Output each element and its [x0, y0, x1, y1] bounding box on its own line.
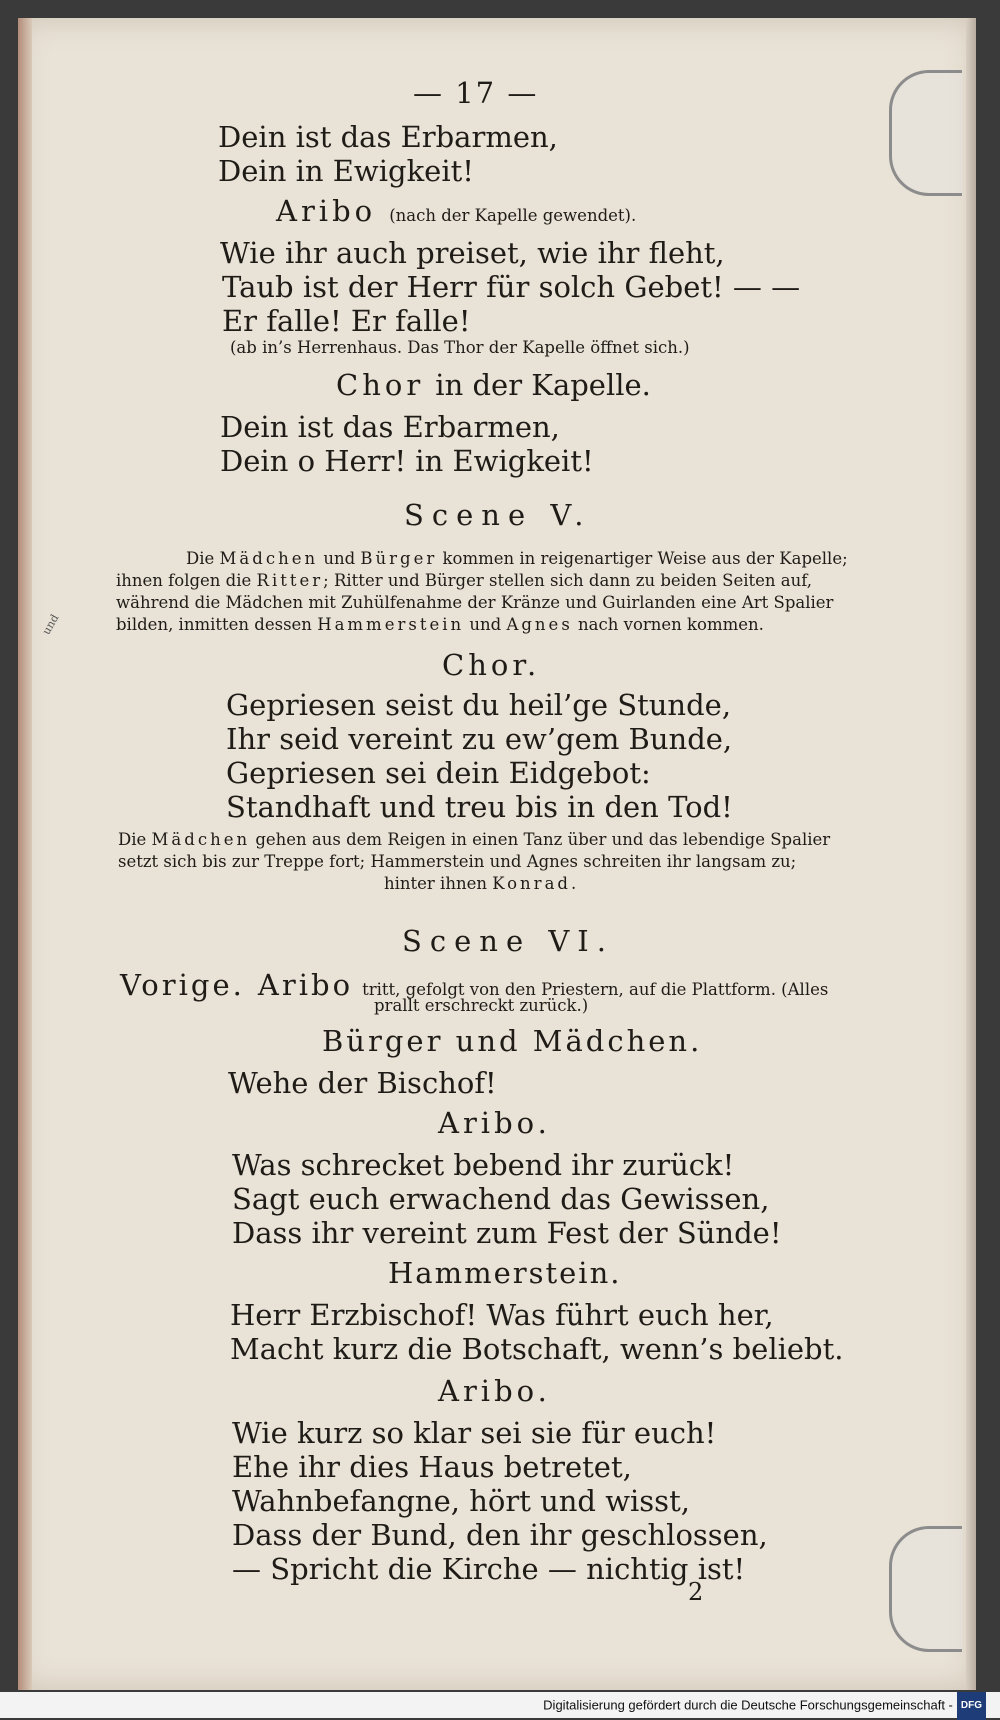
verse-line: — Spricht die Kirche — nichtig ist! — [232, 1552, 746, 1586]
speaker-name: Bürger und Mädchen. — [322, 1024, 703, 1058]
stage-direction: ihnen folgen die Ritter; Ritter und Bürger stellen sich dann zu beiden Seiten auf, — [116, 571, 813, 590]
margin-note: und — [39, 612, 62, 637]
book-page — [18, 18, 976, 1690]
verse-line: Wie kurz so klar sei sie für euch! — [232, 1416, 717, 1450]
speaker-heading — [276, 194, 636, 228]
stage-direction: Die Mädchen und Bürger kommen in reigenartiger Weise aus der Kapelle; — [186, 549, 848, 568]
verse-line: Ehe ihr dies Haus betretet, — [232, 1450, 632, 1484]
digitization-footer — [0, 1692, 1000, 1718]
scene-title: Scene V. — [404, 498, 592, 532]
verse-line: Dein ist das Erbarmen, — [220, 410, 560, 444]
verse-line: Er falle! Er falle! — [222, 304, 471, 338]
signature-mark: 2 — [688, 1578, 704, 1606]
verse-line: Dein ist das Erbarmen, — [218, 120, 558, 154]
page-number: — 17 — — [413, 76, 539, 110]
verse-line: Herr Erzbischof! Was führt euch her, — [230, 1298, 774, 1332]
verse-line: Dass ihr vereint zum Fest der Sünde! — [232, 1216, 782, 1250]
stage-direction: während die Mädchen mit Zuhülfenahme der Kränze und Guirlanden eine Art Spalier — [116, 593, 834, 612]
speaker-name: Aribo — [257, 968, 354, 1002]
verse-line: Dein o Herr! in Ewigkeit! — [220, 444, 594, 478]
verse-line: Sagt euch erwachend das Gewissen, — [232, 1182, 770, 1216]
stage-direction: bilden, inmitten dessen Hammerstein und Agnes nach vornen kommen. — [116, 615, 764, 634]
scene-title: Scene VI. — [402, 924, 614, 958]
stage-direction: prallt erschreckt zurück.) — [374, 996, 589, 1015]
stage-direction: setzt sich bis zur Treppe fort; Hammerstein und Agnes schreiten ihr langsam zu; — [118, 852, 797, 871]
dfg-logo: DFG — [957, 1692, 986, 1720]
verse-line: Gepriesen seist du heil’ge Stunde, — [226, 688, 732, 722]
verse-line: Taub ist der Herr für solch Gebet! — — — [222, 270, 801, 304]
speaker-name: Hammerstein. — [388, 1256, 622, 1290]
verse-line: Was schrecket bebend ihr zurück! — [232, 1148, 735, 1182]
speaker-name: Aribo. — [438, 1106, 551, 1140]
verse-line: Macht kurz die Botschaft, wenn’s beliebt. — [230, 1332, 844, 1366]
speaker-name: Chor — [336, 368, 425, 402]
verse-line: Dein in Ewigkeit! — [218, 154, 474, 188]
speaker-name: Chor. — [442, 648, 541, 682]
verse-line: Ihr seid vereint zu ew’gem Bunde, — [226, 722, 733, 756]
stage-direction: (ab in’s Herrenhaus. Das Thor der Kapelle öffnet sich.) — [230, 338, 690, 357]
stage-direction: tritt, gefolgt von den Priestern, auf die Plattform. (Alles — [362, 980, 829, 999]
verse-line: Standhaft und treu bis in den Tod! — [226, 790, 733, 824]
stage-direction: hinter ihnen Konrad. — [384, 874, 580, 893]
speaker-name-rest: in der Kapelle. — [435, 368, 651, 402]
speaker-heading — [336, 368, 651, 402]
verse-line: Wie ihr auch preiset, wie ihr fleht, — [220, 236, 725, 270]
stage-direction: Die Mädchen gehen aus dem Reigen in einen Tanz über und das lebendige Spalier — [118, 830, 831, 849]
verse-line: Wehe der Bischof! — [228, 1066, 497, 1100]
verse-line: Dass der Bund, den ihr geschlossen, — [232, 1518, 768, 1552]
page-text — [18, 18, 976, 1690]
footer-text: Digitalisierung gefördert durch die Deutsche Forschungsgemeinschaft - — [543, 1697, 953, 1713]
speaker-name: Aribo — [276, 194, 377, 228]
stage-direction: (nach der Kapelle gewendet). — [389, 206, 637, 225]
verse-line: Wahnbefangne, hört und wisst, — [232, 1484, 690, 1518]
speaker-name: Vorige. — [120, 968, 245, 1002]
verse-line: Gepriesen sei dein Eidgebot: — [226, 756, 651, 790]
speaker-name: Aribo. — [438, 1374, 551, 1408]
